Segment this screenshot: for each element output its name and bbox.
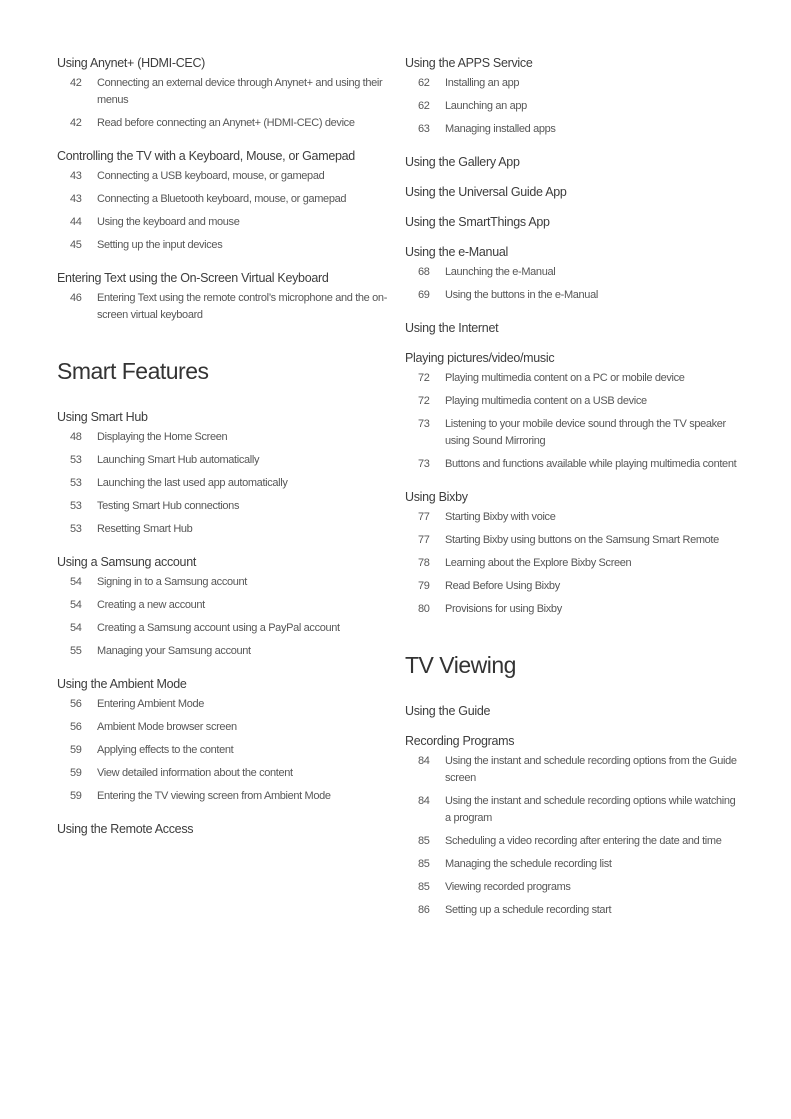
- entry-title: Testing Smart Hub connections: [97, 500, 240, 512]
- entry-page-number: 53: [70, 523, 82, 535]
- entry-title: Using the keyboard and mouse: [97, 216, 240, 228]
- entry-title: Creating a new account: [97, 599, 205, 611]
- entry-page-number: 63: [418, 123, 430, 135]
- entry-page-number: 86: [418, 904, 430, 916]
- toc-entry[interactable]: [57, 472, 392, 495]
- entry-title: Launching the e-Manual: [445, 266, 556, 278]
- entry-page-number: 46: [70, 292, 82, 304]
- chapter-title: TV Viewing: [405, 652, 516, 678]
- entry-title: Starting Bixby using buttons on the Samsung Smart Remote: [445, 534, 719, 546]
- entry-page-number: 85: [418, 858, 430, 870]
- entry-title: Buttons and functions available while playing multimedia content: [445, 458, 737, 470]
- entry-title: Resetting Smart Hub: [97, 523, 193, 535]
- section-title: Using the APPS Service: [405, 56, 533, 70]
- entry-page-number: 84: [418, 755, 430, 767]
- toc-entry[interactable]: [405, 261, 740, 284]
- entry-title: Entering the TV viewing screen from Ambient Mode: [97, 790, 331, 802]
- entry-title: View detailed information about the content: [97, 767, 293, 779]
- entry-title: Ambient Mode browser screen: [97, 721, 237, 733]
- entry-title: Provisions for using Bixby: [445, 603, 562, 615]
- entry-title: Using the instant and schedule recording options from the Guide screen: [445, 755, 737, 784]
- toc-entry[interactable]: [405, 876, 740, 899]
- section-title: Using the Remote Access: [57, 822, 194, 836]
- entry-page-number: 54: [70, 622, 82, 634]
- toc-entry[interactable]: [57, 640, 392, 663]
- toc-entry[interactable]: [405, 95, 740, 118]
- section-title: Using the Ambient Mode: [57, 677, 187, 691]
- toc-entry[interactable]: [405, 284, 740, 307]
- toc-section: [405, 184, 740, 201]
- entry-title: Entering Ambient Mode: [97, 698, 204, 710]
- entry-title: Managing the schedule recording list: [445, 858, 612, 870]
- toc-entry[interactable]: [57, 716, 392, 739]
- toc-entry[interactable]: [57, 594, 392, 617]
- toc-entry[interactable]: [57, 72, 392, 112]
- toc-section: [405, 489, 740, 621]
- toc-section: [57, 676, 392, 808]
- toc-entry[interactable]: [57, 693, 392, 716]
- entry-page-number: 43: [70, 170, 82, 182]
- entry-page-number: 56: [70, 698, 82, 710]
- entry-page-number: 77: [418, 511, 430, 523]
- section-title: Recording Programs: [405, 734, 515, 748]
- entry-page-number: 54: [70, 576, 82, 588]
- toc-column-left: [57, 55, 392, 1119]
- entry-title: Using the instant and schedule recording options while watching a program: [445, 795, 736, 824]
- entry-page-number: 72: [418, 395, 430, 407]
- section-title: Using Anynet+ (HDMI-CEC): [57, 56, 206, 70]
- entry-page-number: 53: [70, 454, 82, 466]
- toc-section: [405, 350, 740, 476]
- entry-title: Read Before Using Bixby: [445, 580, 560, 592]
- section-title: Using Bixby: [405, 490, 468, 504]
- entry-title: Learning about the Explore Bixby Screen: [445, 557, 632, 569]
- section-title: Using the SmartThings App: [405, 215, 550, 229]
- toc-section: [405, 214, 740, 231]
- toc-entry[interactable]: [57, 188, 392, 211]
- entry-page-number: 62: [418, 77, 430, 89]
- toc-section: [57, 148, 392, 257]
- entry-title: Managing installed apps: [445, 123, 556, 135]
- entry-title: Scheduling a video recording after entering the date and time: [445, 835, 722, 847]
- entry-title: Read before connecting an Anynet+ (HDMI-CEC) device: [97, 117, 355, 129]
- toc-entry[interactable]: [57, 165, 392, 188]
- entry-page-number: 72: [418, 372, 430, 384]
- toc-entry[interactable]: [57, 785, 392, 808]
- entry-page-number: 78: [418, 557, 430, 569]
- toc-section: [405, 55, 740, 141]
- toc-entry[interactable]: [405, 72, 740, 95]
- toc-entry[interactable]: [57, 211, 392, 234]
- entry-page-number: 53: [70, 500, 82, 512]
- entry-page-number: 77: [418, 534, 430, 546]
- entry-page-number: 48: [70, 431, 82, 443]
- toc-entry[interactable]: [57, 426, 392, 449]
- section-title: Using the Universal Guide App: [405, 185, 567, 199]
- entry-title: Installing an app: [445, 77, 520, 89]
- entry-page-number: 69: [418, 289, 430, 301]
- toc-entry[interactable]: [405, 413, 740, 453]
- toc-entry[interactable]: [405, 853, 740, 876]
- toc-section: [405, 703, 740, 720]
- entry-title: Managing your Samsung account: [97, 645, 251, 657]
- toc-column-right: [405, 55, 740, 1119]
- toc-section: [405, 320, 740, 337]
- entry-title: Listening to your mobile device sound through the TV speaker using Sound Mirroring: [445, 418, 726, 447]
- entry-title: Signing in to a Samsung account: [97, 576, 247, 588]
- section-title: Playing pictures/video/music: [405, 351, 555, 365]
- entry-title: Setting up a schedule recording start: [445, 904, 612, 916]
- entry-title: Applying effects to the content: [97, 744, 234, 756]
- entry-page-number: 85: [418, 835, 430, 847]
- entry-page-number: 42: [70, 77, 82, 89]
- toc-section: [405, 244, 740, 307]
- entry-title: Entering Text using the remote control’s microphone and the on-screen virtual keyboard: [97, 292, 388, 321]
- entry-title: Connecting a Bluetooth keyboard, mouse, or gamepad: [97, 193, 347, 205]
- toc-entry[interactable]: [57, 449, 392, 472]
- toc-section: [405, 733, 740, 922]
- toc-section: [57, 55, 392, 135]
- entry-page-number: 55: [70, 645, 82, 657]
- chapter-title: Smart Features: [57, 358, 209, 384]
- toc-section: [57, 821, 392, 838]
- toc-entry[interactable]: [405, 899, 740, 922]
- entry-page-number: 56: [70, 721, 82, 733]
- entry-page-number: 59: [70, 767, 82, 779]
- toc-section: [57, 270, 392, 327]
- entry-page-number: 73: [418, 458, 430, 470]
- entry-title: Connecting an external device through Anynet+ and using their menus: [97, 77, 383, 106]
- section-title: Using a Samsung account: [57, 555, 197, 569]
- section-title: Using Smart Hub: [57, 410, 148, 424]
- section-title: Using the Gallery App: [405, 155, 520, 169]
- toc-entry[interactable]: [57, 571, 392, 594]
- toc-entry[interactable]: [57, 617, 392, 640]
- entry-page-number: 84: [418, 795, 430, 807]
- entry-title: Playing multimedia content on a USB device: [445, 395, 647, 407]
- toc-entry[interactable]: [405, 529, 740, 552]
- toc-section: [57, 409, 392, 541]
- toc-entry[interactable]: [57, 518, 392, 541]
- entry-page-number: 85: [418, 881, 430, 893]
- entry-page-number: 54: [70, 599, 82, 611]
- entry-page-number: 44: [70, 216, 82, 228]
- toc-entry[interactable]: [57, 739, 392, 762]
- toc-entry[interactable]: [405, 367, 740, 390]
- entry-title: Displaying the Home Screen: [97, 431, 228, 443]
- toc-entry[interactable]: [405, 118, 740, 141]
- section-title: Using the Guide: [405, 704, 491, 718]
- toc-entry[interactable]: [57, 234, 392, 257]
- entry-page-number: 73: [418, 418, 430, 430]
- section-title: Controlling the TV with a Keyboard, Mouse, or Gamepad: [57, 149, 355, 163]
- toc-entry[interactable]: [57, 287, 392, 327]
- entry-title: Using the buttons in the e-Manual: [445, 289, 598, 301]
- toc-entry[interactable]: [405, 506, 740, 529]
- section-title: Entering Text using the On-Screen Virtual Keyboard: [57, 271, 329, 285]
- entry-page-number: 62: [418, 100, 430, 112]
- entry-title: Launching Smart Hub automatically: [97, 454, 260, 466]
- entry-page-number: 80: [418, 603, 430, 615]
- entry-title: Creating a Samsung account using a PayPal account: [97, 622, 340, 634]
- toc-entry[interactable]: [405, 552, 740, 575]
- entry-page-number: 43: [70, 193, 82, 205]
- section-title: Using the Internet: [405, 321, 499, 335]
- entry-page-number: 59: [70, 790, 82, 802]
- entry-page-number: 53: [70, 477, 82, 489]
- entry-page-number: 59: [70, 744, 82, 756]
- toc-section: [57, 554, 392, 663]
- entry-title: Connecting a USB keyboard, mouse, or gamepad: [97, 170, 325, 182]
- toc-entry[interactable]: [405, 390, 740, 413]
- entry-page-number: 79: [418, 580, 430, 592]
- entry-title: Viewing recorded programs: [445, 881, 571, 893]
- toc-entry[interactable]: [405, 575, 740, 598]
- section-title: Using the e-Manual: [405, 245, 508, 259]
- toc-entry[interactable]: [405, 453, 740, 476]
- entry-title: Launching the last used app automatically: [97, 477, 288, 489]
- entry-page-number: 42: [70, 117, 82, 129]
- toc-entry[interactable]: [57, 495, 392, 518]
- entry-title: Setting up the input devices: [97, 239, 223, 251]
- entry-title: Launching an app: [445, 100, 527, 112]
- entry-title: Starting Bixby with voice: [445, 511, 556, 523]
- toc-entry[interactable]: [405, 790, 740, 830]
- toc-section: [405, 154, 740, 171]
- entry-title: Playing multimedia content on a PC or mobile device: [445, 372, 685, 384]
- entry-page-number: 68: [418, 266, 430, 278]
- toc-entry[interactable]: [405, 598, 740, 621]
- toc-entry[interactable]: [57, 112, 392, 135]
- toc-entry[interactable]: [405, 830, 740, 853]
- entry-page-number: 45: [70, 239, 82, 251]
- toc-entry[interactable]: [57, 762, 392, 785]
- toc-entry[interactable]: [405, 750, 740, 790]
